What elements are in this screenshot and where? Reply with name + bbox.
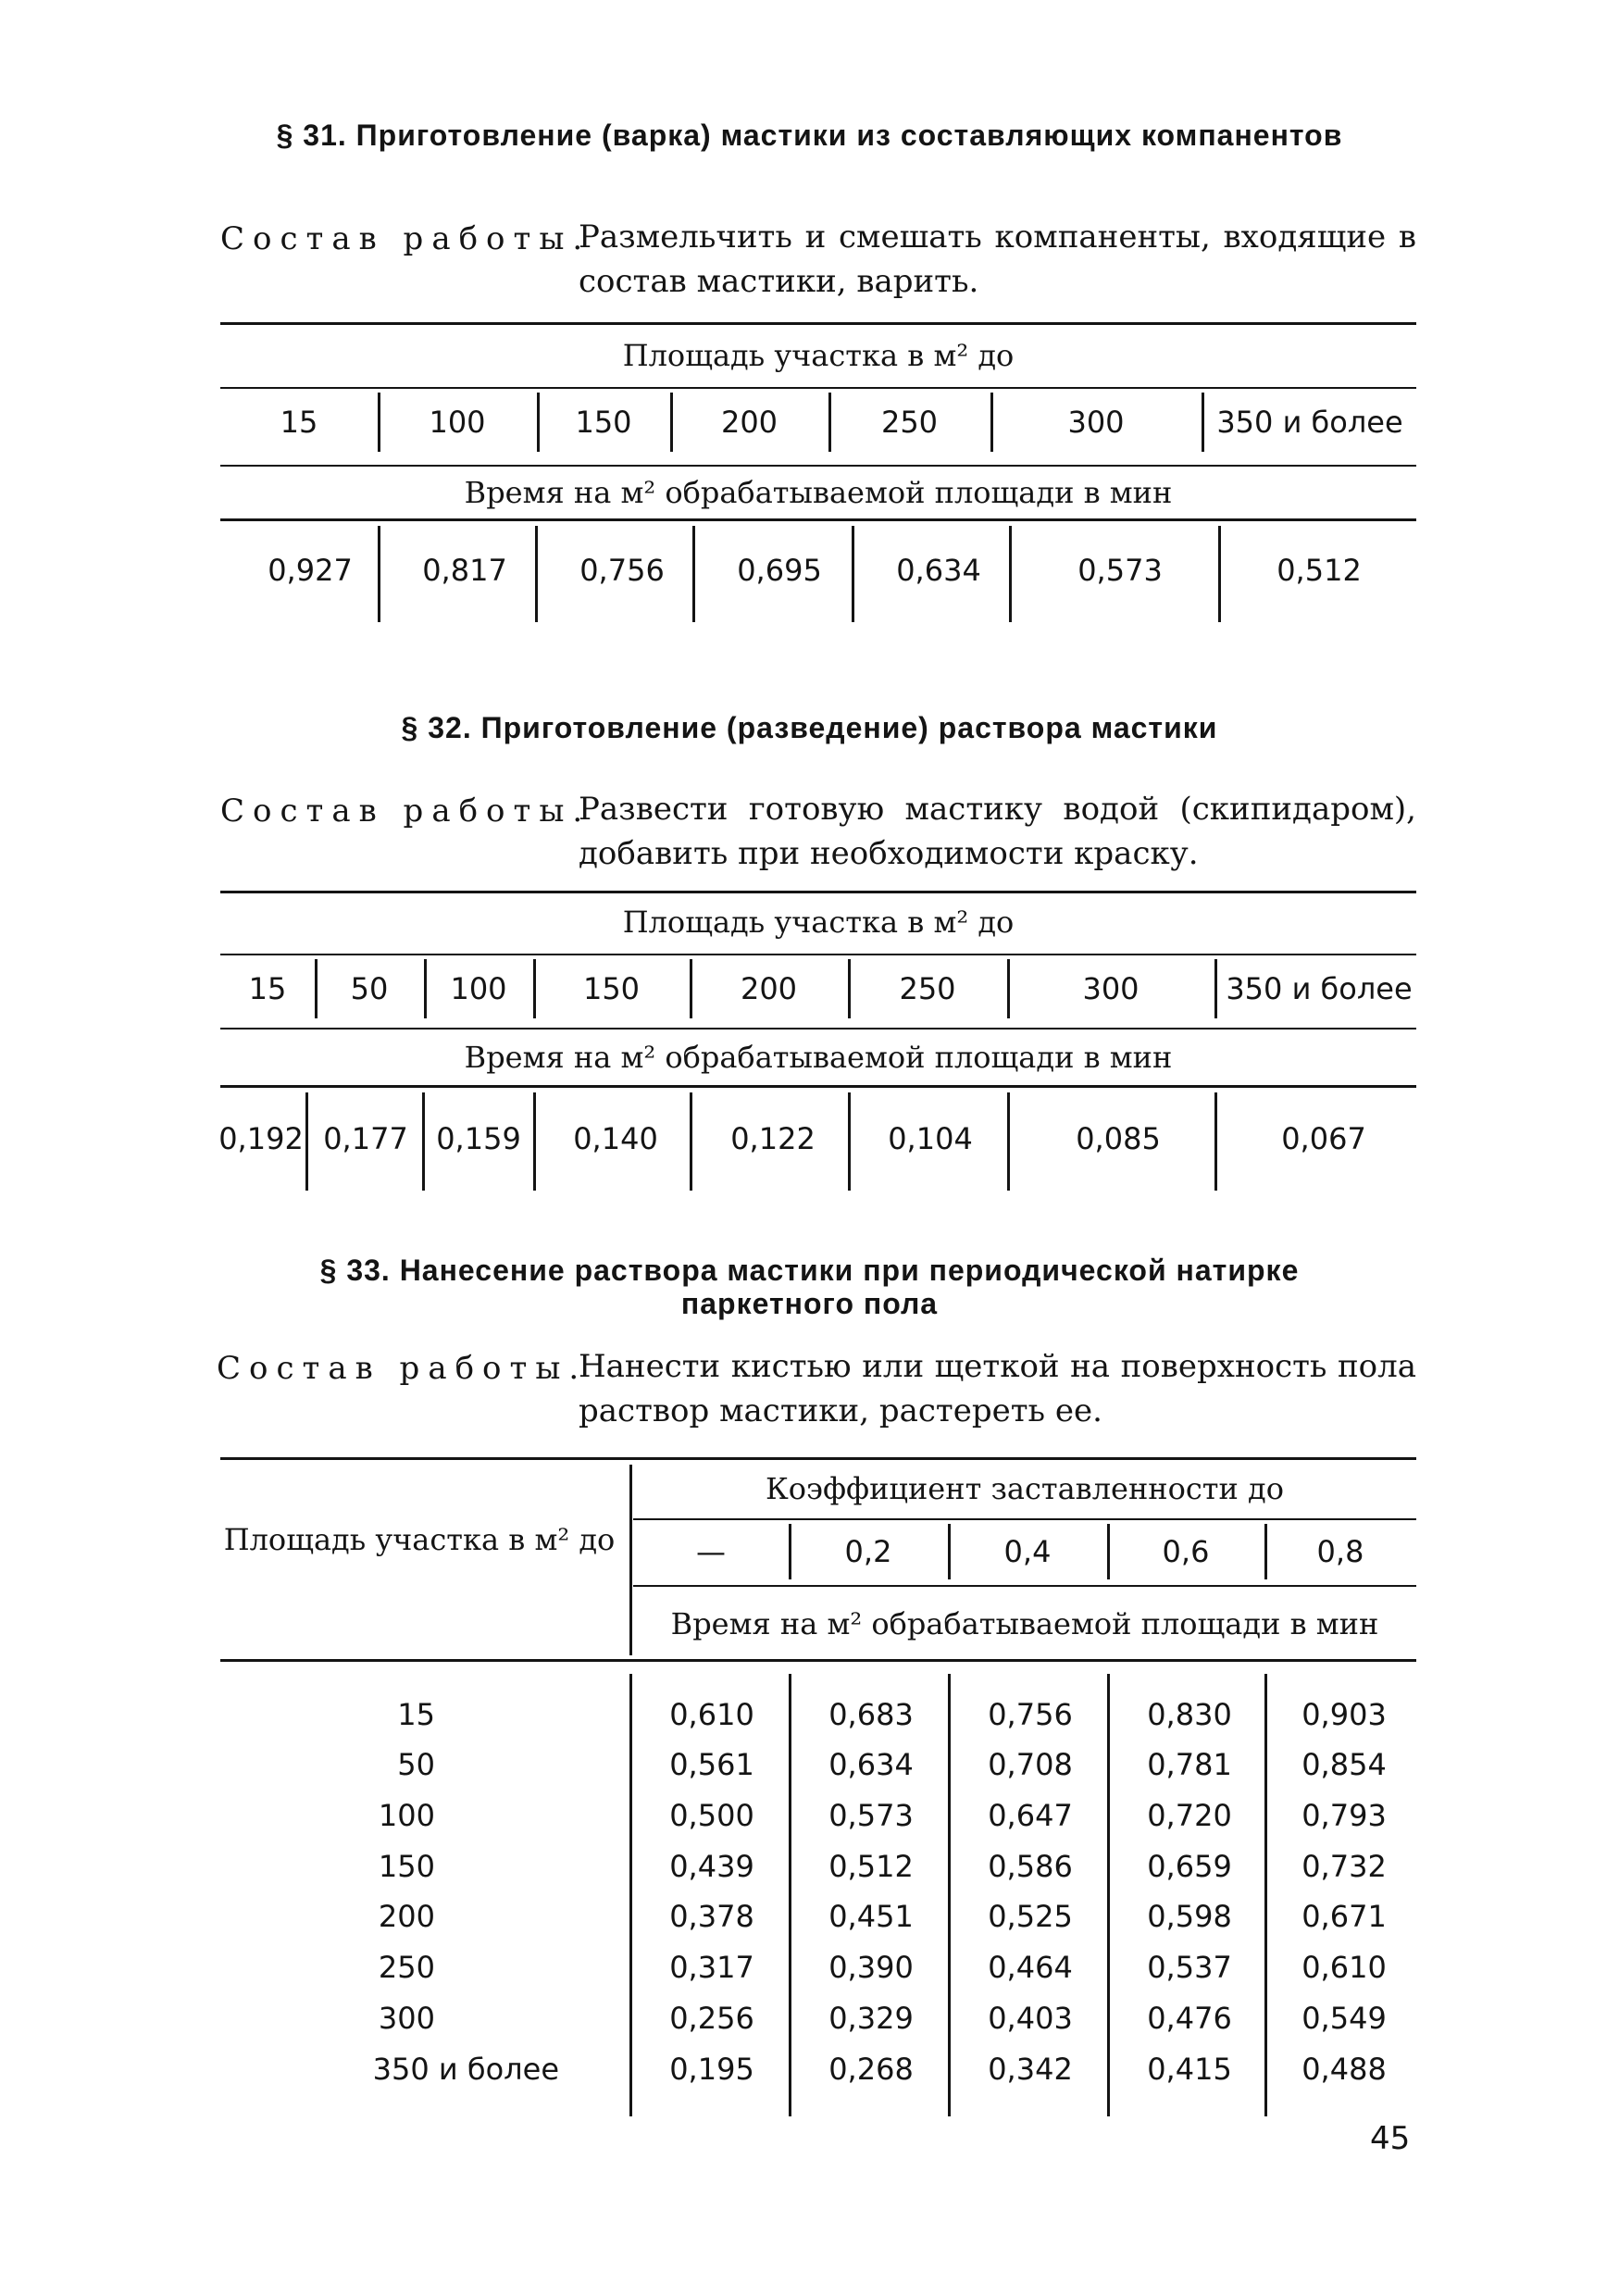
s32-work-label: Состав работы. bbox=[220, 792, 592, 830]
s32-time-cell: 0,159 bbox=[436, 1121, 521, 1156]
table-cell: 0,708 bbox=[988, 1747, 1073, 1782]
s31-rule-3 bbox=[220, 465, 1416, 467]
s31-work-text: Размельчить и смешать компаненты, входящие в состав мастики, варить. bbox=[579, 218, 1416, 300]
table-cell: 0,671 bbox=[1301, 1899, 1387, 1934]
table-cell: 0,720 bbox=[1147, 1798, 1232, 1833]
table-cell: 0,903 bbox=[1301, 1697, 1387, 1732]
s31-work-label: Состав работы. bbox=[220, 220, 592, 257]
table-cell: 0,256 bbox=[669, 2001, 754, 2036]
s31-area-cell: 200 bbox=[720, 405, 778, 440]
s32-title: § 32. Приготовление (разведение) раствора мастики bbox=[401, 711, 1218, 744]
table-cell: 0,549 bbox=[1301, 2001, 1387, 2036]
s33-stub-header: Площадь участка в м² до bbox=[223, 1522, 616, 1557]
table-row-area: 50 bbox=[397, 1747, 435, 1782]
table-row-area: 15 bbox=[397, 1697, 435, 1732]
table-cell: 0,512 bbox=[828, 1849, 914, 1884]
s32-area-cell: 150 bbox=[582, 971, 641, 1006]
table-cell: 0,342 bbox=[988, 2052, 1073, 2087]
table-cell: 0,561 bbox=[669, 1747, 754, 1782]
s31-area-cell: 150 bbox=[575, 405, 632, 440]
s31-time-divider bbox=[535, 526, 538, 622]
s33-body-divider bbox=[1264, 1674, 1267, 2116]
s33-body-divider bbox=[789, 1674, 791, 2116]
s33-rule-coef bbox=[633, 1518, 1416, 1520]
table-cell: 0,830 bbox=[1147, 1697, 1232, 1732]
s32-time-header: Время на м² обрабатываемой площади в мин bbox=[464, 1040, 1173, 1075]
s31-time-cell: 0,756 bbox=[579, 553, 665, 588]
table-cell: 0,378 bbox=[669, 1899, 754, 1934]
s32-rule-2 bbox=[220, 954, 1416, 955]
table-cell: 0,610 bbox=[669, 1697, 754, 1732]
s32-time-cell: 0,067 bbox=[1281, 1121, 1366, 1156]
s32-time-divider bbox=[1007, 1092, 1010, 1191]
s32-time-cell: 0,177 bbox=[323, 1121, 408, 1156]
s33-title-line1: § 33. Нанесение раствора мастики при периодической натирке bbox=[319, 1254, 1300, 1287]
table-row-area: 200 bbox=[378, 1899, 435, 1934]
s33-coef-cell: 0,6 bbox=[1162, 1534, 1210, 1569]
s32-time-divider bbox=[848, 1092, 851, 1191]
s33-coef-cell: 0,4 bbox=[1003, 1534, 1052, 1569]
s31-area-cell: 350 и более bbox=[1216, 405, 1403, 440]
s31-area-cell: 250 bbox=[880, 405, 939, 440]
s32-area-cell: 250 bbox=[899, 971, 956, 1006]
table-cell: 0,488 bbox=[1301, 2052, 1387, 2087]
table-cell: 0,586 bbox=[988, 1849, 1073, 1884]
s31-time-cell: 0,927 bbox=[268, 553, 353, 588]
s31-time-divider bbox=[852, 526, 854, 622]
table-cell: 0,793 bbox=[1301, 1798, 1387, 1833]
s33-coef-cell: 0,8 bbox=[1316, 1534, 1364, 1569]
s32-time-divider bbox=[422, 1092, 425, 1191]
s32-area-header: Площадь участка в м² до bbox=[622, 905, 1015, 940]
s31-time-cell: 0,695 bbox=[737, 553, 822, 588]
table-cell: 0,415 bbox=[1147, 2052, 1232, 2087]
s32-time-divider bbox=[533, 1092, 536, 1191]
s31-time-cell: 0,634 bbox=[896, 553, 981, 588]
s31-area-header: Площадь участка в м² до bbox=[622, 338, 1015, 373]
s32-area-cell: 50 bbox=[350, 971, 389, 1006]
s33-work-label: Состав работы. bbox=[217, 1350, 588, 1387]
table-cell: 0,683 bbox=[828, 1697, 914, 1732]
s32-area-cell: 15 bbox=[248, 971, 287, 1006]
s32-time-divider bbox=[1214, 1092, 1217, 1191]
s31-area-cell: 15 bbox=[280, 405, 318, 440]
table-cell: 0,390 bbox=[828, 1950, 914, 1985]
s33-body-divider bbox=[948, 1674, 951, 2116]
table-cell: 0,634 bbox=[828, 1747, 914, 1782]
s33-work-text: Нанести кистью или щеткой на поверхность пола раствор мастики, растереть ее. bbox=[579, 1348, 1416, 1429]
table-cell: 0,329 bbox=[828, 2001, 914, 2036]
s33-stub-divider bbox=[629, 1465, 632, 1655]
table-cell: 0,464 bbox=[988, 1950, 1073, 1985]
table-row-area: 150 bbox=[378, 1849, 435, 1884]
s32-area-cell: 100 bbox=[450, 971, 507, 1006]
s32-time-cell: 0,122 bbox=[730, 1121, 816, 1156]
s33-body-divider bbox=[629, 1674, 632, 2116]
s32-time-cell: 0,192 bbox=[218, 1121, 304, 1156]
s31-time-divider bbox=[1009, 526, 1012, 622]
s33-rule-time bbox=[633, 1585, 1416, 1587]
s32-time-cell: 0,140 bbox=[573, 1121, 658, 1156]
s32-rule-3 bbox=[220, 1028, 1416, 1029]
s32-time-cell: 0,085 bbox=[1076, 1121, 1161, 1156]
table-cell: 0,537 bbox=[1147, 1950, 1232, 1985]
s32-area-cell: 200 bbox=[740, 971, 798, 1006]
table-cell: 0,525 bbox=[988, 1899, 1073, 1934]
table-cell: 0,854 bbox=[1301, 1747, 1387, 1782]
s33-body-divider bbox=[1107, 1674, 1110, 2116]
table-row-area: 250 bbox=[378, 1950, 435, 1985]
s31-time-cell: 0,573 bbox=[1077, 553, 1163, 588]
table-cell: 0,659 bbox=[1147, 1849, 1232, 1884]
table-cell: 0,439 bbox=[669, 1849, 754, 1884]
table-cell: 0,317 bbox=[669, 1950, 754, 1985]
table-cell: 0,403 bbox=[988, 2001, 1073, 2036]
s32-time-divider bbox=[690, 1092, 692, 1191]
s32-rule-4 bbox=[220, 1085, 1416, 1088]
s31-time-cell: 0,512 bbox=[1277, 553, 1362, 588]
table-cell: 0,195 bbox=[669, 2052, 754, 2087]
s32-time-divider bbox=[305, 1092, 308, 1191]
s31-area-cell: 300 bbox=[1067, 405, 1125, 440]
s33-coef-cell: — bbox=[696, 1534, 726, 1569]
s31-time-cell: 0,817 bbox=[422, 553, 507, 588]
s33-title bbox=[0, 1254, 1619, 1320]
s31-title: § 31. Приготовление (варка) мастики из составляющих компанентов bbox=[276, 119, 1343, 152]
s31-rule-top bbox=[220, 322, 1416, 325]
s31-time-divider bbox=[692, 526, 695, 622]
table-cell: 0,598 bbox=[1147, 1899, 1232, 1934]
s31-time-divider bbox=[1218, 526, 1221, 622]
table-cell: 0,647 bbox=[988, 1798, 1073, 1833]
table-row-area: 100 bbox=[378, 1798, 435, 1833]
s33-rule-top bbox=[220, 1457, 1416, 1460]
s31-rule-4 bbox=[220, 518, 1416, 521]
table-cell: 0,451 bbox=[828, 1899, 914, 1934]
s31-time-header: Время на м² обрабатываемой площади в мин bbox=[464, 475, 1173, 510]
s32-work-text: Развести готовую мастику водой (скипидаром), добавить при необходимости краску. bbox=[579, 791, 1416, 872]
table-cell: 0,573 bbox=[828, 1798, 914, 1833]
table-cell: 0,500 bbox=[669, 1798, 754, 1833]
s32-area-cell: 300 bbox=[1082, 971, 1140, 1006]
table-cell: 0,268 bbox=[828, 2052, 914, 2087]
table-cell: 0,781 bbox=[1147, 1747, 1232, 1782]
table-cell: 0,756 bbox=[988, 1697, 1073, 1732]
table-cell: 0,476 bbox=[1147, 2001, 1232, 2036]
page-number: 45 bbox=[1370, 2120, 1411, 2157]
table-cell: 0,732 bbox=[1301, 1849, 1387, 1884]
s32-area-cell: 350 и более bbox=[1226, 971, 1413, 1006]
s33-title-line2: паркетного пола bbox=[680, 1287, 939, 1320]
table-row-area: 350 и более bbox=[372, 2052, 559, 2087]
s31-time-divider bbox=[378, 526, 380, 622]
s33-rule-body bbox=[220, 1659, 1416, 1662]
s31-rule-2 bbox=[220, 387, 1416, 389]
s32-rule-top bbox=[220, 891, 1416, 893]
s33-coef-cell: 0,2 bbox=[844, 1534, 892, 1569]
s33-coef-header: Коэффициент заставленности до bbox=[766, 1471, 1284, 1506]
table-cell: 0,610 bbox=[1301, 1950, 1387, 1985]
table-row-area: 300 bbox=[378, 2001, 435, 2036]
s31-area-cell: 100 bbox=[429, 405, 486, 440]
s32-time-cell: 0,104 bbox=[888, 1121, 973, 1156]
s33-time-header: Время на м² обрабатываемой площади в мин bbox=[670, 1606, 1379, 1641]
